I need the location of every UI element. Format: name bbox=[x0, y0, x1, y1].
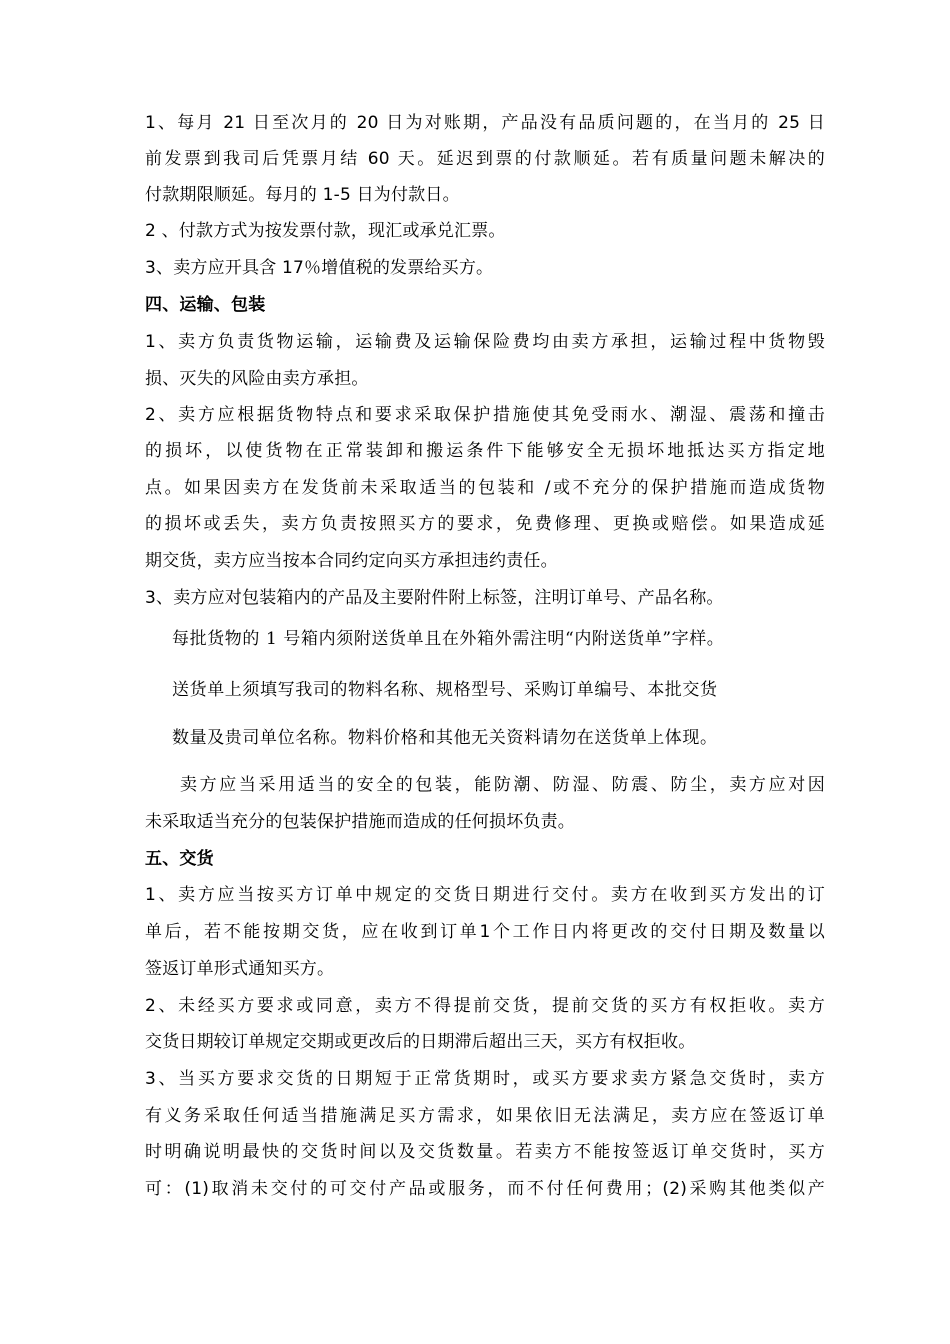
paragraph-line-serif: 数量及贵司单位名称。物料价格和其他无关资料请勿在送货单上体现。 bbox=[172, 728, 718, 748]
paragraph-line: 卖方应当采用适当的安全的包装，能防潮、防湿、防震、防尘，卖方应对因 bbox=[180, 775, 825, 795]
paragraph-line: 交货日期较订单规定交期或更改后的日期滞后超出三天，买方有权拒收。 bbox=[145, 1032, 696, 1052]
paragraph-line: 的损坏，以使货物在正常装卸和搬运条件下能够安全无损坏地抵达买方指定地 bbox=[145, 441, 825, 461]
paragraph-line: 1、卖方负责货物运输，运输费及运输保险费均由卖方承担，运输过程中货物毁 bbox=[145, 332, 825, 352]
paragraph-line: 的损坏或丢失，卖方负责按照买方的要求，免费修理、更换或赔偿。如果造成延 bbox=[145, 514, 825, 534]
paragraph-line: 前发票到我司后凭票月结 60 天。延迟到票的付款顺延。若有质量问题未解决的 bbox=[145, 149, 825, 169]
paragraph-line: 有义务采取任何适当措施满足买方需求，如果依旧无法满足，卖方应在签返订单 bbox=[145, 1106, 825, 1126]
paragraph-line: 3、当买方要求交货的日期短于正常货期时，或买方要求卖方紧急交货时，卖方 bbox=[145, 1069, 825, 1089]
section-heading: 五、交货 bbox=[145, 849, 214, 869]
paragraph-line: 时明确说明最快的交货时间以及交货数量。若卖方不能按签返订单交货时，买方 bbox=[145, 1142, 825, 1162]
paragraph-line: 点。如果因卖方在发货前未采取适当的包装和 /或不充分的保护措施而造成货物 bbox=[145, 478, 825, 498]
paragraph-line-serif: 每批货物的 1 号箱内须附送货单且在外箱外需注明“内附送货单”字样。 bbox=[172, 629, 725, 649]
paragraph-line-serif: 送货单上须填写我司的物料名称、规格型号、采购订单编号、本批交货 bbox=[172, 680, 718, 700]
paragraph-line: 损、灭失的风险由卖方承担。 bbox=[145, 369, 369, 389]
paragraph-line: 2、未经买方要求或同意，卖方不得提前交货，提前交货的买方有权拒收。卖方 bbox=[145, 996, 825, 1016]
paragraph-line: 可：(1)取消未交付的可交付产品或服务，而不付任何费用；(2)采购其他类似产 bbox=[145, 1179, 825, 1199]
paragraph-line: 签返订单形式通知买方。 bbox=[145, 959, 335, 979]
paragraph-line: 未采取适当充分的包装保护措施而造成的任何损坏负责。 bbox=[145, 812, 575, 832]
paragraph-line: 3、卖方应开具含 17％增值税的发票给买方。 bbox=[145, 258, 494, 278]
paragraph-line: 1、卖方应当按买方订单中规定的交货日期进行交付。卖方在收到买方发出的订 bbox=[145, 885, 825, 905]
paragraph-line: 3、卖方应对包装箱内的产品及主要附件附上标签，注明订单号、产品名称。 bbox=[145, 588, 724, 608]
paragraph-line: 1、每月 21 日至次月的 20 日为对账期，产品没有品质问题的，在当月的 25 日 bbox=[145, 113, 825, 133]
paragraph-line: 单后，若不能按期交货，应在收到订单1个工作日内将更改的交付日期及数量以 bbox=[145, 922, 825, 942]
paragraph-line: 付款期限顺延。每月的 1-5 日为付款日。 bbox=[145, 185, 460, 205]
paragraph-line: 期交货，卖方应当按本合同约定向买方承担违约责任。 bbox=[145, 551, 558, 571]
paragraph-line: 2、卖方应根据货物特点和要求采取保护措施使其免受雨水、潮湿、震荡和撞击 bbox=[145, 405, 825, 425]
paragraph-line: 2 、付款方式为按发票付款，现汇或承兑汇票。 bbox=[145, 221, 506, 241]
section-heading: 四、运输、包装 bbox=[145, 295, 266, 315]
